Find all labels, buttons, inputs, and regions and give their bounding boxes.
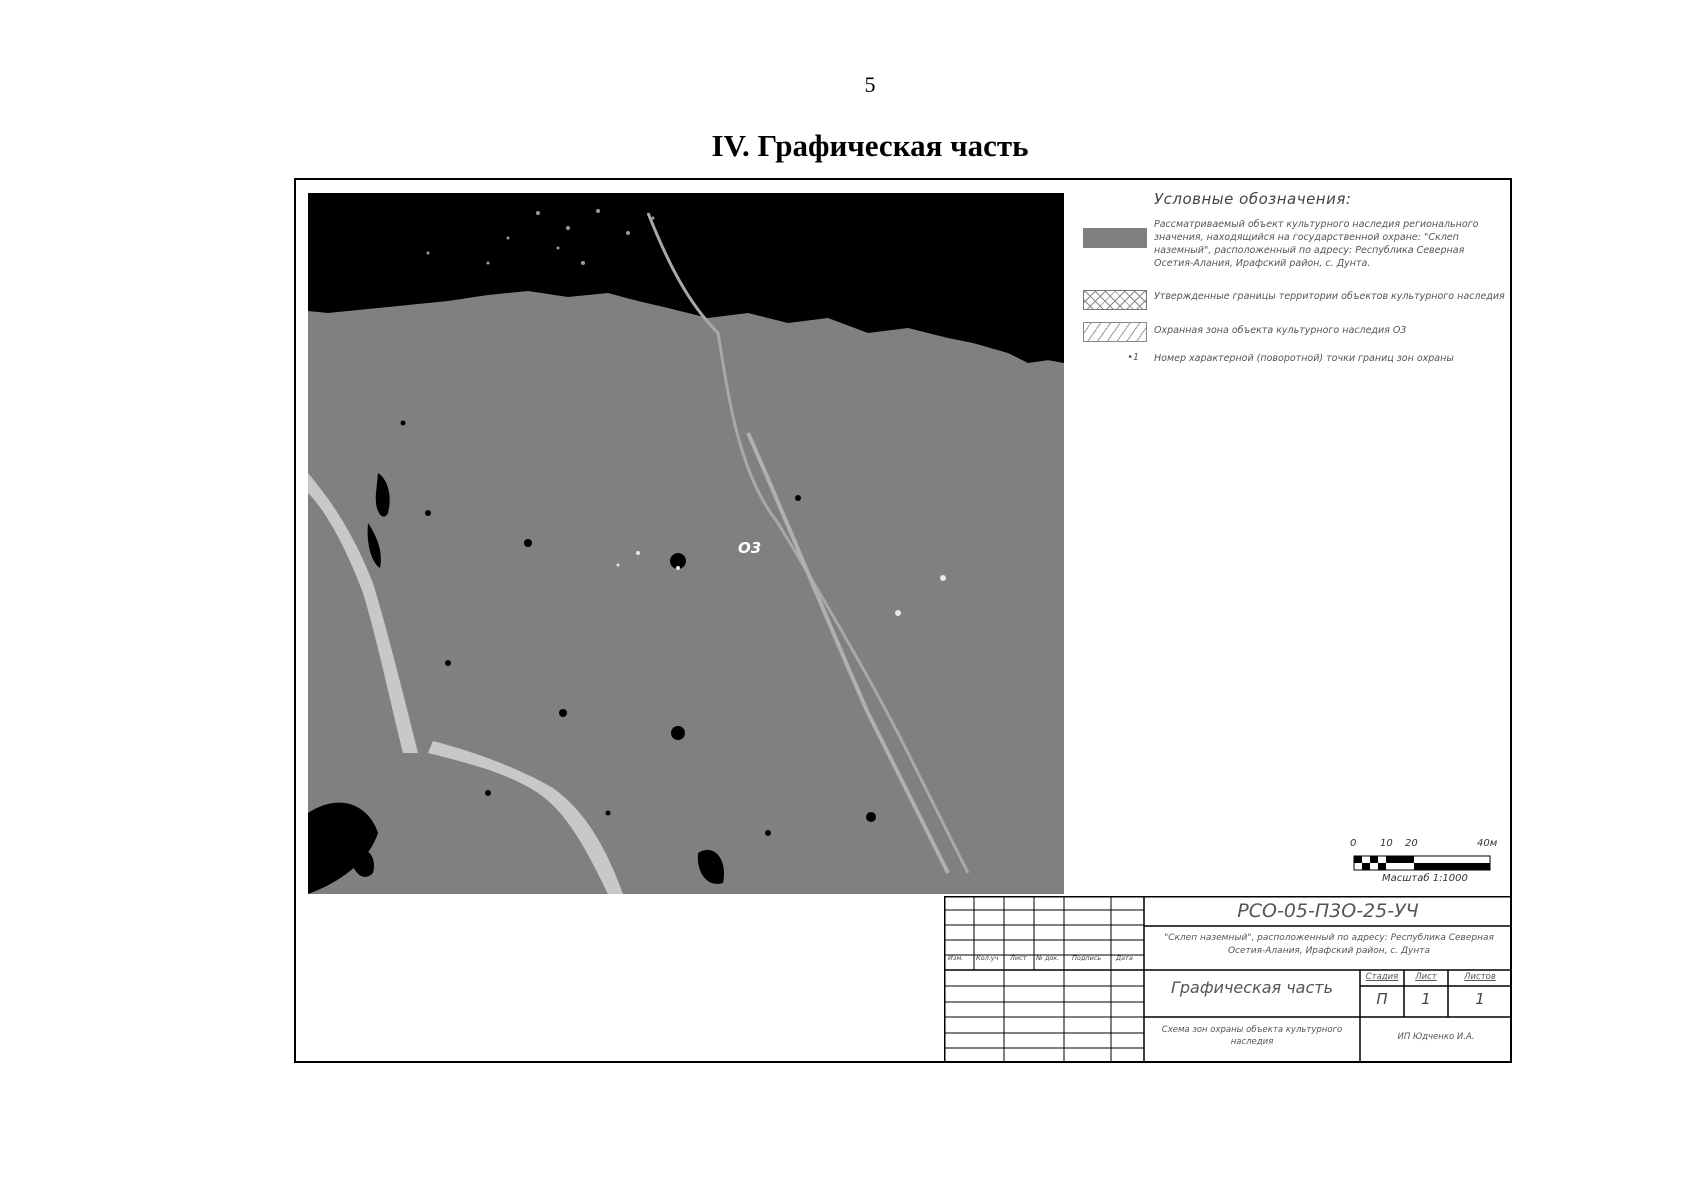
legend-text: Охранная зона объекта культурного наследия О3: [1154, 325, 1407, 336]
map-panel: [308, 193, 1064, 894]
legend-swatch-solid: [1083, 228, 1147, 248]
map-image: [308, 193, 1064, 894]
object-description: "Склеп наземный", расположенный по адресу: Республика Северная Осетия-Алания, Ирафский район, с. Дунта: [1164, 933, 1494, 956]
tb-header: Кол.уч: [976, 954, 999, 962]
stage-label: Стадия: [1365, 972, 1399, 982]
scheme-title: Схема зон охраны объекта культурного наследия: [1161, 1025, 1343, 1047]
document-code: РСО-05-П3О-25-УЧ: [1237, 900, 1419, 922]
zone-label: О3: [738, 539, 762, 557]
section-title: IV. Графическая часть: [711, 128, 1029, 163]
tb-header: Изм.: [948, 954, 964, 962]
legend-swatch-crosshatch: [1083, 290, 1147, 310]
tb-header: Дата: [1116, 954, 1133, 962]
page-number: 5: [864, 72, 876, 97]
title-block: [944, 896, 1512, 1063]
legend-text: Номер характерной (поворотной) точки границ зон охраны: [1154, 353, 1454, 364]
sheet-label: Лист: [1415, 972, 1437, 982]
scale-tick: 0: [1350, 838, 1357, 849]
legend-text: Утвержденные границы территории объектов культурного наследия: [1154, 291, 1505, 302]
scale-tick: 20: [1405, 838, 1418, 849]
legend-swatch-hatch: [1083, 322, 1147, 342]
author: ИП Юдченко И.А.: [1397, 1032, 1475, 1042]
scale-tick: 40м: [1477, 838, 1498, 849]
scale-bar: [1350, 838, 1500, 888]
tb-header: Подпись: [1072, 954, 1102, 962]
sheet-title: Графическая часть: [1170, 978, 1334, 997]
scale-caption: Масштаб 1:1000: [1382, 873, 1468, 884]
sheets-label: Листов: [1464, 972, 1496, 982]
tb-header: Лист: [1010, 954, 1027, 962]
stage-value: П: [1376, 990, 1388, 1008]
scale-tick: 10: [1380, 838, 1393, 849]
sheet-value: 1: [1421, 990, 1431, 1008]
sheets-value: 1: [1475, 990, 1485, 1008]
legend-point-marker: •1: [1127, 352, 1139, 363]
legend-title: Условные обозначения:: [1154, 190, 1352, 208]
tb-header: № док.: [1036, 954, 1060, 962]
legend-text: Рассматриваемый объект культурного наследия регионального значения, находящийся на государственной охране: "Склеп наземный", расположенный по адресу: Республика Северная Осетия-Алания, Ирафский район, с. Дунта.: [1154, 219, 1479, 269]
